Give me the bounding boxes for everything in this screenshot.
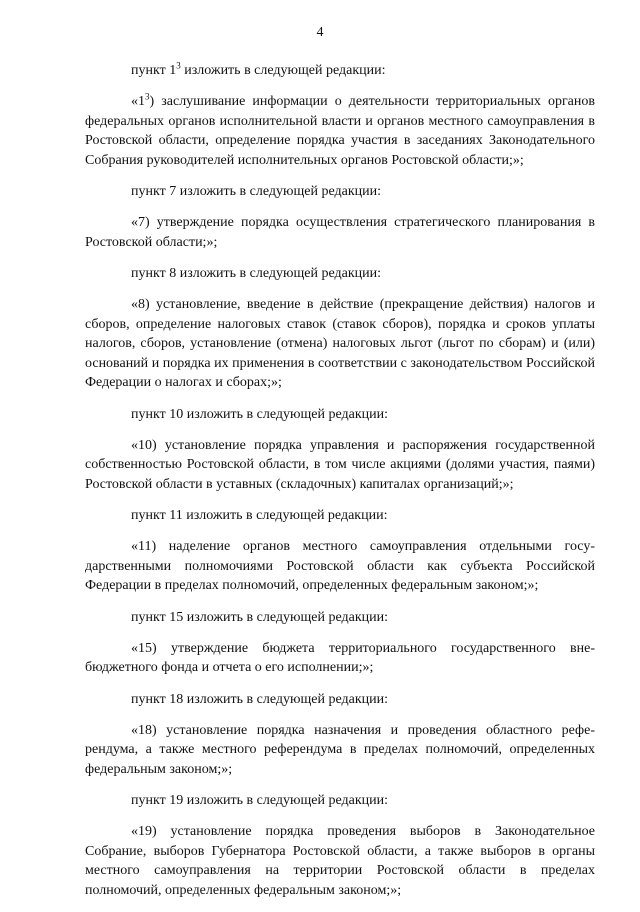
amendment-instruction: пункт 15 изложить в следующей редакции: [131,609,388,625]
amendment-text: «15) утверждение бюджета территориального государственного внебюджетного фонда и отчета о его исполнении;»; [85,640,595,675]
document-body [85,61,595,912]
amendment-text: «8) установление, введение в действие (прекращение действия) налогов и сборов, определение налоговых ставок (ставок сборов), порядка и сроков уплаты налогов, сборов, установление (отмена) налоговых льгот (льгот по сборам) и (или) оснований и порядка их применения в соответствии с законодательством Российской Федерации о налогах и сборах;»; [85,297,595,390]
amendment-text: «11) наделение органов местного самоуправления отдельными государственными полномочиями Ростовской области как субъекта Российской Федерации в пределах полномочий, определенных федеральным законом;»; [85,539,595,593]
amendment-text: «7) утверждение порядка осуществления стратегического планирования в Ростовской области;»; [85,215,595,250]
amendment-text: «10) установление порядка управления и распоряжения государственной собственностью Ростовской области, в том числе акциями (долями участия, паями) Ростовской области в уставных (складочных) капиталах организаций;»; [85,437,595,492]
amendment-instruction: пункт 19 изложить в следующей редакции: [131,793,388,808]
amendment-text: «19) установление порядка проведения выборов в Законодательное Собрание, выборов Губернатора Ростовской области, а также выборов в органы местного самоуправления на территории Ростовской области в пределах полномочий, определенных федеральным законом;»; [85,824,595,898]
amendment-instruction: пункт 18 изложить в следующей редакции: [131,691,388,707]
amendment-instruction: пункт 10 изложить в следующей редакции: [131,406,388,422]
amendment-instruction: пункт 11 изложить в следующей редакции: [131,508,388,523]
amendment-instruction: пункт 7 изложить в следующей редакции: [131,184,381,199]
amendment-text: «$1^3$) заслушивание информации о деятельности территориальных органов федеральных органов исполнительной власти и органов местного самоуправления в Ростовской области, определение порядка участия в заседаниях Законодательного Собрания руководителей исполнительных органов Ростовской области;»; [85,91,595,168]
amendment-instruction: пункт 8 изложить в следующей редакции: [131,266,381,281]
amendment-instruction: пункт $1^3$ изложить в следующей редакции: [131,60,386,78]
superscript: 3 [145,91,150,102]
amendment-text: «18) установление порядка назначения и проведения областного референдума, а также местного референдума в пределах полномочий, определенных федеральным законом;»; [85,722,595,777]
superscript: 3 [176,60,181,71]
page-number: 4 [316,25,324,40]
